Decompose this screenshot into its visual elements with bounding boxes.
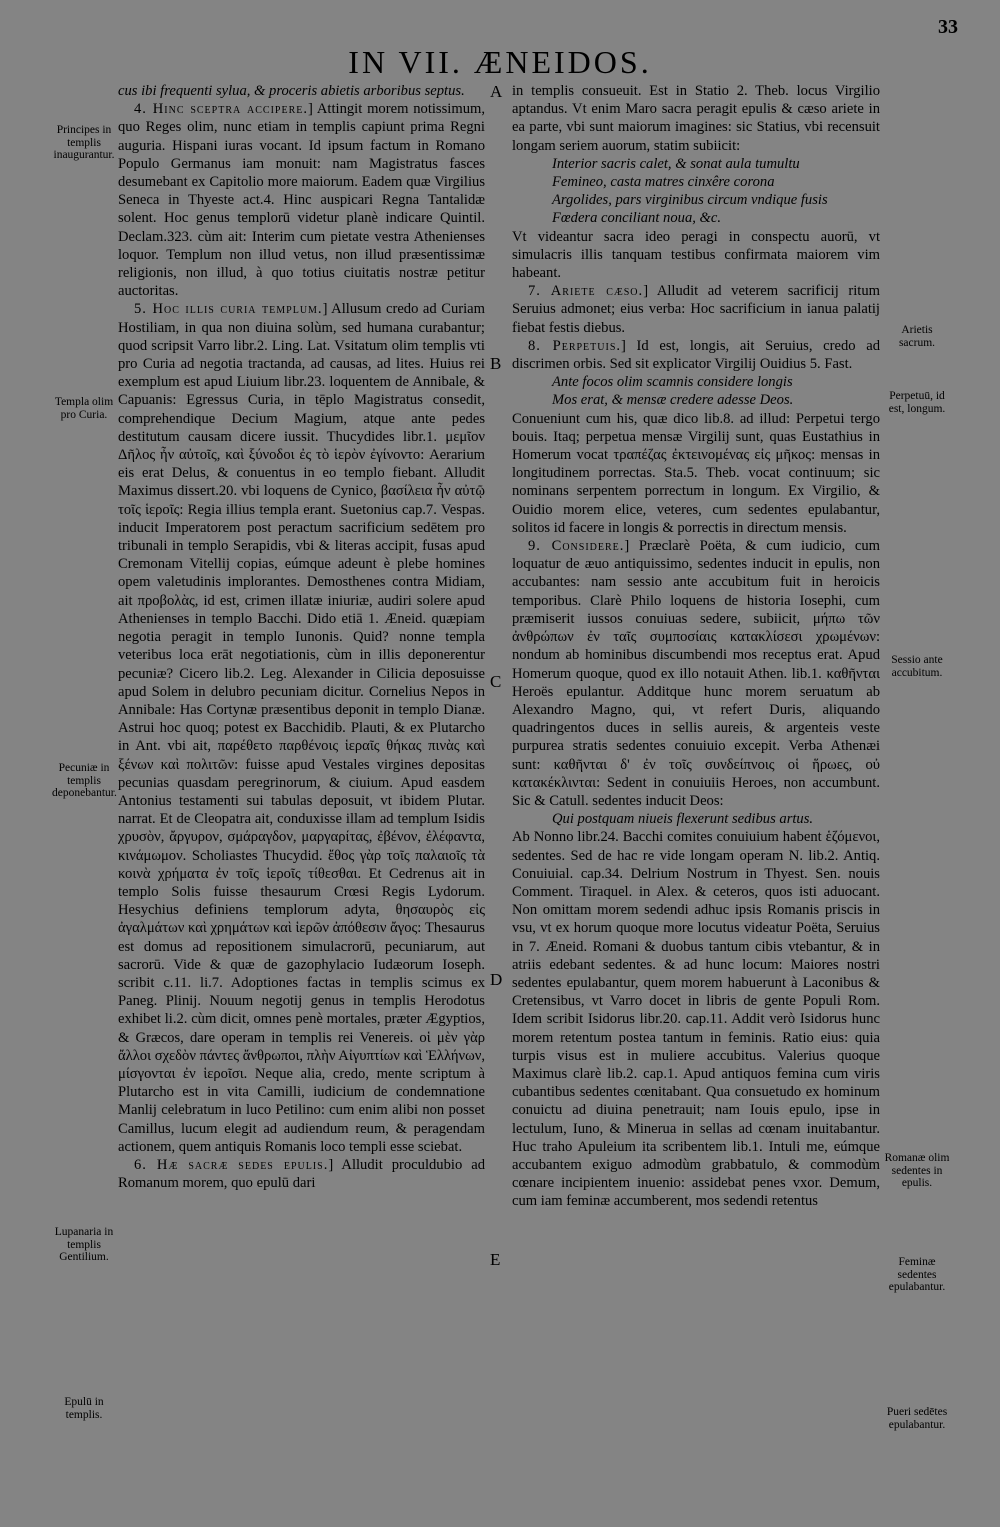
- margin-note: Sessio ante accubitum.: [891, 654, 943, 679]
- lemma: 7. Ariete cæso.: [528, 283, 644, 300]
- margin-note: Epulū in templis.: [64, 1396, 104, 1421]
- section-letter-e: E: [490, 1250, 501, 1269]
- margin-note: Perpetuū, id est, longum.: [888, 390, 946, 415]
- section-letter-a: A: [490, 82, 503, 101]
- right-paragraph-13: Ab Nonno libr.24. Bacchi comites conuiuium habent ἑζόμενοι, sedentes. Sed de hac re vide longam operam N. lib.2. Antiq. Conuiuial. cap.34. Delrium Nostrum in Thyest. Sen. nouis Comment. Tiraquel. in Alex. & ceteros, quos isti aduocant. Non omittam morem sedendi adhuc ipsis Romanis priscis in vsu, vt ex horum quoque more locutus videatur Poëta, Seruius in 7. Æneid. Romani & duobus tantum cibis vtebantur, & in atriis edebant sedentes. & ad hunc locum: Maiores nostri sedentes epulabantur, quem morem habuerunt à Laconibus & Cretensibus, vt Varro docet in libris de gente Populi Rom. Idem scribit Isidorus libr.20. cap.11. Addit verò Isidorus hunc morem retentum postea tantum in feminis. Ratio eius: quia turpis visus est in muliere accubitus. Valerius quoque Maximus clarè lib.2. cap.1. Apud antiquos femina cum viris cubantibus sedentes cœnitabant. Qua consuetudo ex hominum conuictu ad diuina penetrauit; nam Iouis epulo, ipse in lectulum, Iuno, & Minerua in sellas ad cœnam inuitabantur. Huc traho Apuleium ita scribentem lib.1. Intuli me, eúmque accubantem exiguo admodùm grabbatulo, & commodùm cœnare incipientem inuenio: assidebat penes vxor. Demum, cum iam feminæ accumberent, mos sedendi retentus: [512, 829, 880, 1210]
- margin-note: Romanæ olim sedentes in epulis.: [884, 1152, 950, 1189]
- lemma: 8. Perpetuis.: [528, 337, 622, 354]
- verse-line: Interior sacris calet, & sonat aula tumultu: [552, 155, 800, 172]
- margin-note: Lupanaria in templis Gentilium.: [54, 1226, 114, 1263]
- running-header: [0, 44, 1000, 84]
- margin-note: Feminæ sedentes epulabantur.: [888, 1256, 946, 1293]
- right-paragraph-0: in templis consueuit. Est in Statio 2. Theb. locus Virgilio aptandus. Vt enim Maro sacra peragit epulis & cæso ariete in ea parte, vbi sunt maiorum imagines: sic Statius, vbi recensuit longam seriem auorum, statim subiicit:: [512, 83, 880, 154]
- section-letter-b: B: [490, 354, 502, 373]
- left-paragraph-3: 6. Hæ sacræ sedes epulis.] Alludit proculdubio ad Romanum morem, quo epulū dari: [118, 1156, 485, 1192]
- left-paragraph-0: cus ibi frequenti sylua, & proceris abietis arboribus septus.: [118, 83, 465, 99]
- lemma: 5. Hoc illis curia templum.: [134, 301, 323, 318]
- margin-note: Pueri sedētes epulabantur.: [886, 1406, 948, 1431]
- right-paragraph-10: Conueniunt cum his, quæ dico lib.8. ad illud: Perpetui tergo bouis. Itaq; perpetua mensæ Virgilij sunt, quas Eustathius in Homerum vocat τραπέζας ἐκτεινομένας εἰς μῆκος: mensas in longitudinem porrectas. Sta.5. Theb. vocat continuum; sic nominans serpentem porrectum in longum. Ex Virgilio, & Ouidio morem elice, veteres, cum sedentes epulabantur, solitos id facere in longis & porrectis in directum mensis.: [512, 410, 880, 536]
- lemma: 4. Hinc sceptra accipere.: [134, 101, 309, 118]
- verse-line: Mos erat, & mensæ credere adesse Deos.: [552, 392, 794, 409]
- verse-line: Argolides, pars virginibus circum vndique fusis: [552, 192, 828, 209]
- left-column: [118, 82, 485, 1192]
- margin-note: Templa olim pro Curia.: [54, 396, 114, 421]
- right-paragraph-7: 8. Perpetuis.] Id est, longis, ait Seruius, credo ad discrimen orbis. Sed sit explicator Virgilij Ouidius 5. Fast.: [512, 337, 880, 373]
- page-title: IN VII. ÆNEIDOS.: [348, 44, 652, 80]
- page-number: 33: [938, 16, 958, 38]
- verse-line: Qui postquam niueis flexerunt sedibus artus.: [552, 811, 814, 828]
- section-letter-d: D: [490, 970, 503, 989]
- verse-line: Ante focos olim scamnis considere longis: [552, 374, 793, 391]
- margin-note: Principes in templis inaugurantur.: [53, 124, 115, 161]
- margin-note: Arietis sacrum.: [898, 324, 936, 349]
- margin-note: Pecuniæ in templis deponebantur.: [52, 762, 117, 799]
- section-letter-c: C: [490, 672, 502, 691]
- right-paragraph-5: Vt videantur sacra ideo peragi in conspectu auorū, vt simulacris illis tanquam testibus confirmata maiorem vim habeant.: [512, 228, 880, 282]
- left-paragraph-1: 4. Hinc sceptra accipere.] Attingit morem notissimum, quo Reges olim, nunc etiam in templis capiunt prima Regni auguria. Hispani iuras vocant. Id ipsum factum in Romano Populo Germanus iam monuit: nam Magistratus fasces desumebant ex Capitolio more maiorum. Eadem quæ Virgilius Seneca in Thyeste act.4. Hinc auspicari Regna Tantalidæ solent. Hoc genus templorū videtur planè indicare Quintil. Declam.323. cùm ait: Interim cum pietate vestra Athenienses loquor. Templum non illud vetus, non illud præsentissimæ religionis, non illud, à quo totius ciuitatis nostræ petitur auctoritas.: [118, 101, 485, 300]
- lemma: 9. Considere.: [528, 538, 625, 555]
- left-paragraph-2: 5. Hoc illis curia templum.] Allusum credo ad Curiam Hostiliam, in qua non diuina solùm, sed humana curabantur; quod scripsit Varro libr.2. Ling. Lat. Vsitatum olim templis vti pro Curia ad negotia tractanda, ad causas, ad lites. Huius rei exemplum est apud Liuium libr.23. loquentem de Annibale, & Capuanis: Egressus Curia, in tēplo Magistratus consedit, comprehendique Decium Magium, atque ante pedes destitutum causam dicere iussit. Thucydides libr.1. μεμῖον Δῆλος ἦν αὐτοῖς, καὶ ξύνοδοι ἐς τὸ ἱερὸν ἐγίνοντο: Aerarium eis erat Delus, & conuentus in eo templo fiebant. Alludit Maximus dissert.20. vbi loquens de Cynico, βασίλεια ἦν αὐτῷ τοῖς ἱεροῖς: Regia illius templa erant. Suetonius cap.7. Vespas. inducit Imperatorem post peractum sacrificium sedētem pro tribunali in templo Serapidis, vbi & literas accipit, fusas apud Cremonam Vitellij copias, eúmque adeunt è plebe homines opem valetudinis implorantes. Demosthenes contra Midiam, ait προβολὰς, id est, crimen illatæ iniuriæ, audiri solere apud Athenienses in templo Bacchi. Dido etiā 1. Æneid. quæpiam negotia peragit in templo Iunonis. Quid? nonne templa veteribus loca erāt negotiationis, cùm in illis deponerentur pecuniæ? Cicero lib.2. Leg. Alexander in Cilicia deposuisse apud Solem in delubro pecuniam dicitur. Cornelius Nepos in Annibale: Has Cortynæ præsentibus deponit in templo Dianæ. Astrui hoc quoq; potest ex Bacchidib. Plauti, & ex Plutarcho in Ant. vbi ait, παρέθετο παρθένοις ἱεραῖς θήκας πινὰς καὶ ξένων καὶ πολιτῶν: fuisse apud Vestales virgines depositas pecunias quasdam peregrinorum, & ciuium. Apud easdem Antonius testamenti sui tabulas deposuit, vt ibidem Plutar. narrat. Et de Cleopatra ait, conduxisse illam ad templum Isidis χρυσὸν, ἄργυρον, σμάραγδον, μαργαρίτας, ἐβένον, ἐλέφαντα, κινάμωμον. Scholiastes Thucydid. ἔθος γὰρ τοῖς παλαιοῖς τὰ κοινὰ χρήματα ἐν τοῖς ἱεροῖς τίθεσθαι. Et Cedrenus ait in templo Solis fuisse thesaurum Crœsi Regis Lydorum. Hesychius definiens templorum adyta, θησαυρὸς εἰς ἀγαλμάτων καὶ χρημάτων καὶ ἱερῶν ἀπόθεσιν ἄγος: Thesaurus est domus ad repositionem simulacrorū, pecuniarum, aut sacrorū. Vide & quæ de gazophylacio Iudæorum Ioseph. scribit c.11. li.7. Adoptiones factas in templis scimus ex Paneg. Plinij. Nouum negotij genus in templis Herodotus exhibet li.2. cùm dicit, omnes penè mortales, præter Ægyptios, & Græcos, dare operam in templis rei Venereis. οἱ μὲν γὰρ ἄλλοι σχεδὸν πάντες ἄνθρωποι, πλὴν Αἰγυπτίων καὶ Ἑλλήνων, μίσγονται ἐν ἱεροῖσι. Neque alia, credo, mente scriptum à Plutarcho est in vita Camilli, iudicium de condemnatione Manlij celebratum in luco Petilino: cum enim alibi non posset Camillus, lucum elegit ad audiendum reum, & peragendam actionem, quem antiquis Romanis loco templi esse sciebat.: [118, 301, 485, 1155]
- right-column: [512, 82, 880, 1211]
- right-paragraph-6: 7. Ariete cæso.] Alludit ad veterem sacrificij ritum Seruius admonet; eius verba: Hoc sacrificium in ianua palatij fiebat festis diebus.: [512, 283, 880, 336]
- verse-line: Fœdera conciliant noua, &c.: [552, 210, 722, 227]
- right-paragraph-11: 9. Considere.] Præclarè Poëta, & cum iudicio, cum loquatur de æuo antiquissimo, sedentes inducit in epulis, non accubantes: nam sessio ante accubitum fuit in heroicis temporibus. Clarè Philo loquens de historia Iosephi, cum præmiserit iussos conuiuas sedere, subiicit, μήπω τῶν ἀνθρώπων ἐν ταῖς συμποσίαις κατακλίσεσι χρωμένων: nondum ab hominibus discumbendi mos receptus erat. Apud Homerum quoque, quod ex illo notauit Athen. lib.1. καθῆνται Heroës epulantur. Additque hunc morem seruatum ab Alexandro Magno, qui, vt refert Duris, aliquando quadringentos duces in sellis aureis, & argenteis veste purpurea stratis sedentes conuiuio excepit. Verba Athenæi sunt: καθῆνται δ' ἐν τοῖς συνδείπνοις οἱ ἥρωες, οὐ κατακέκλινται: Sedent in conuiuiis Heroes, non accumbunt. Sic & Catull. sedentes inducit Deos:: [512, 538, 880, 809]
- lemma: 6. Hæ sacræ sedes epulis.: [134, 1156, 329, 1173]
- verse-line: Femineo, casta matres cinxêre corona: [552, 174, 775, 191]
